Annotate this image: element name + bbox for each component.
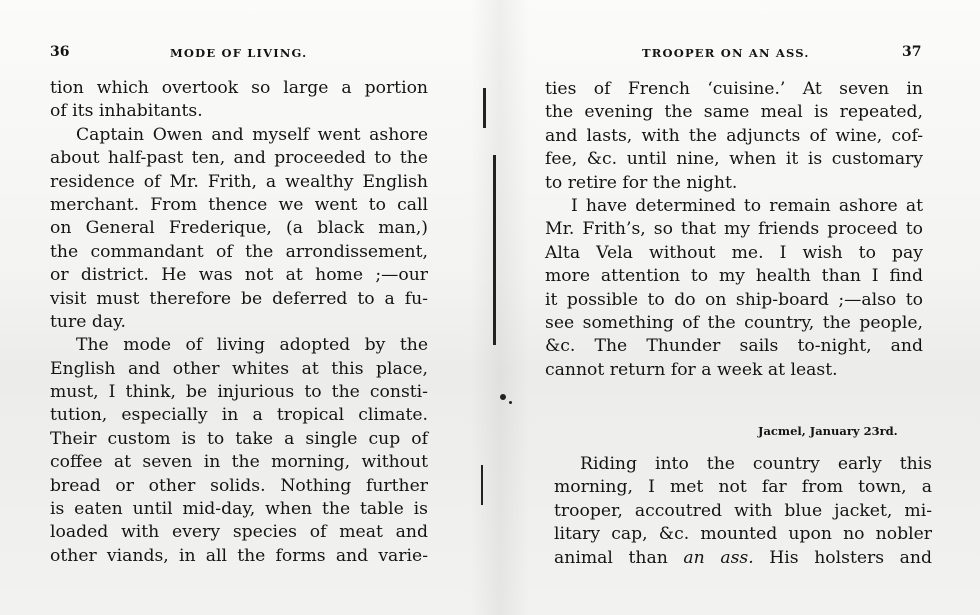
text-line [554,547,932,570]
text-line: the commandant of the arrondissement, [50,241,428,262]
text-line: bread or other solids. Nothing further [50,475,428,496]
text-line: and lasts, with the adjuncts of wine, cof- [545,125,923,146]
text-line: tution, especially in a tropical climate. [50,405,428,426]
text-line: of its inhabitants. [50,101,203,122]
italic-phrase: an ass. [683,547,754,568]
text-line: The mode of living adopted by the [76,335,428,356]
text-line: must, I think, be injurious to the consti- [50,382,428,403]
page-number: 37 [902,44,922,60]
text-line: or district. He was not at home ;—our [50,265,428,286]
text-line: cannot return for a week at least. [545,359,838,380]
text-segment: His holsters and [753,547,933,568]
running-head: TROOPER ON AN ASS. [642,46,810,60]
text-line: is eaten until mid-day, when the table is [50,499,428,520]
ink-speck [509,401,512,404]
text-line: &c. The Thunder sails to-night, and [545,336,923,357]
right-body-text-continued [554,453,932,570]
text-line: tion which overtook so large a portion [50,78,428,98]
text-line: English and other whites at this place, [50,358,428,379]
text-line: I have determined to remain ashore at [571,195,923,216]
left-body-text [50,77,428,568]
text-line: loaded with every species of meat and [50,522,428,543]
text-line: ture day. [50,311,126,332]
text-line: trooper, accoutred with blue jacket, mi- [554,500,932,521]
text-line: Their custom is to take a single cup of [50,428,428,449]
text-line: Riding into the country early this [580,454,932,474]
text-line: to retire for the night. [545,172,738,193]
text-line: the evening the same meal is repeated, [545,102,923,123]
text-segment: animal than [554,547,684,568]
ink-speck [500,394,506,400]
text-line: other viands, in all the forms and varie- [50,545,428,566]
text-line: fee, &c. until nine, when it is customary [545,149,923,170]
text-line: see something of the country, the people, [545,312,923,333]
text-line: coffee at seven in the morning, without [50,452,428,473]
page-number: 36 [50,44,70,60]
text-line: on General Frederique, (a black man,) [50,218,428,239]
running-head: MODE OF LIVING. [170,46,308,60]
text-line: it possible to do on ship-board ;—also to [545,289,923,310]
text-line: Captain Owen and myself went ashore [76,124,428,145]
gutter-shadow-mark [483,88,486,128]
text-line: merchant. From thence we went to call [50,194,428,215]
text-line: litary cap, &c. mounted upon no nobler [554,524,932,545]
text-line: Alta Vela without me. I wish to pay [545,242,923,263]
text-line: more attention to my health than I find [545,266,923,287]
gutter-shadow-mark [493,155,496,345]
text-line: visit must therefore be deferred to a fu- [50,288,428,309]
text-line: about half-past ten, and proceeded to the [50,148,428,169]
book-gutter [470,0,530,615]
gutter-shadow-mark [481,465,483,505]
dateline: Jacmel, January 23rd. [758,424,898,438]
text-line: residence of Mr. Frith, a wealthy English [50,171,428,192]
right-body-text [545,78,923,382]
text-line: Mr. Frith’s, so that my friends proceed to [545,219,923,240]
text-line: morning, I met not far from town, a [554,477,932,498]
text-line: ties of French ‘cuisine.’ At seven in [545,79,923,99]
